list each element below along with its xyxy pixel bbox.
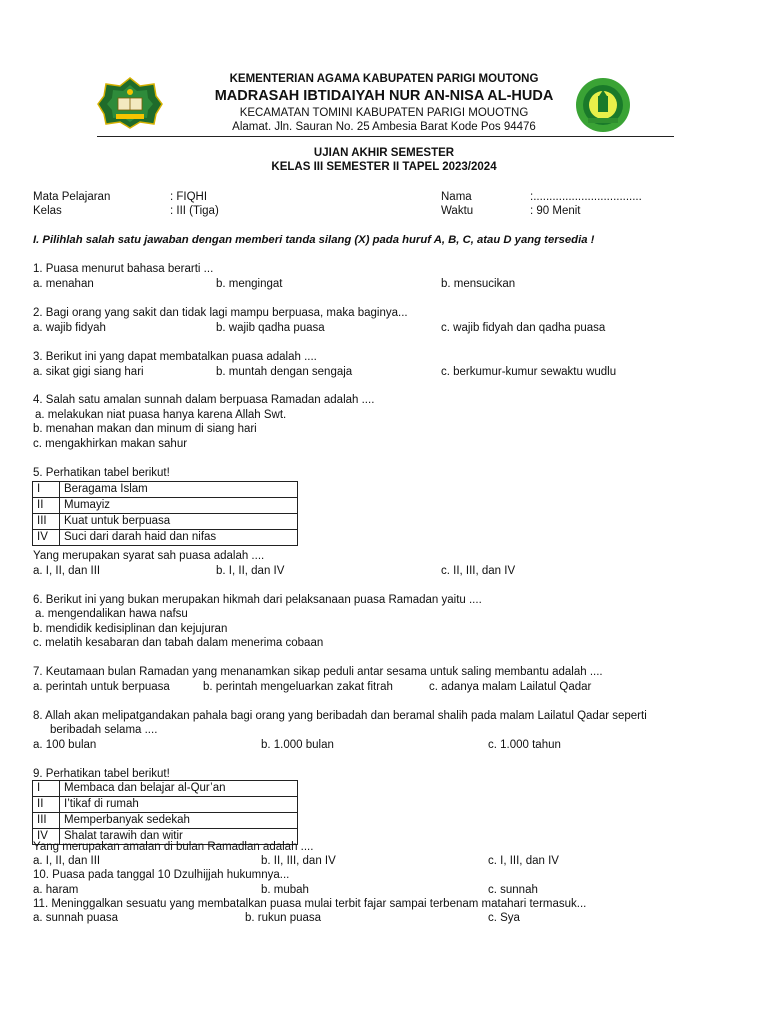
header-district: KECAMATAN TOMINI KABUPATEN PARIGI MOUOTNG bbox=[239, 107, 529, 119]
table-cell-text: Shalat tarawih dan witir bbox=[60, 829, 298, 845]
table-cell-text: Memperbanyak sedekah bbox=[60, 813, 298, 829]
table-cell-number: I bbox=[33, 781, 60, 797]
instruction: I. Pilihlah salah satu jawaban dengan memberi tanda silang (X) pada huruf A, B, C, atau D yang tersedia ! bbox=[33, 234, 595, 246]
table-cell-number: II bbox=[33, 797, 60, 813]
table-cell-number: II bbox=[33, 498, 60, 514]
option-1b[interactable]: b. mengingat bbox=[216, 278, 283, 290]
table-cell-text: Beragama Islam bbox=[60, 482, 298, 498]
subject-label: Mata Pelajaran bbox=[33, 191, 111, 203]
option-4a[interactable]: a. melakukan niat puasa hanya karena Allah Swt. bbox=[35, 409, 287, 421]
table-row bbox=[33, 498, 298, 514]
table-row bbox=[33, 482, 298, 498]
table-cell-text: Membaca dan belajar al-Qur’an bbox=[60, 781, 298, 797]
option-10b[interactable]: b. mubah bbox=[261, 884, 309, 896]
option-6c[interactable]: c. melatih kesabaran dan tabah dalam menerima cobaan bbox=[33, 637, 324, 649]
table-row bbox=[33, 781, 298, 797]
question-2: 2. Bagi orang yang sakit dan tidak lagi mampu berpuasa, maka baginya... bbox=[33, 307, 408, 319]
option-5c[interactable]: c. II, III, dan IV bbox=[441, 565, 516, 577]
header-address: Alamat. Jln. Sauran No. 25 Ambesia Barat Kode Pos 94476 bbox=[232, 121, 536, 133]
option-3a[interactable]: a. sikat gigi siang hari bbox=[33, 366, 144, 378]
option-1c[interactable]: b. mensucikan bbox=[441, 278, 516, 290]
option-3b[interactable]: b. muntah dengan sengaja bbox=[216, 366, 353, 378]
option-9a[interactable]: a. I, II, dan III bbox=[33, 855, 101, 867]
time-label: Waktu bbox=[441, 205, 474, 217]
option-8a[interactable]: a. 100 bulan bbox=[33, 739, 97, 751]
exam-subtitle: KELAS III SEMESTER II TAPEL 2023/2024 bbox=[271, 161, 497, 173]
option-11b[interactable]: b. rukun puasa bbox=[245, 912, 322, 924]
option-4b[interactable]: b. menahan makan dan minum di siang hari bbox=[33, 423, 257, 435]
name-label: Nama bbox=[441, 191, 472, 203]
table-row bbox=[33, 813, 298, 829]
question-1: 1. Puasa menurut bahasa berarti ... bbox=[33, 263, 214, 275]
question-10: 10. Puasa pada tanggal 10 Dzulhijjah hukumnya... bbox=[33, 869, 290, 881]
question-9-prompt: Yang merupakan amalan di bulan Ramadlan adalah .... bbox=[33, 841, 314, 853]
table-cell-number: IV bbox=[33, 829, 60, 845]
option-6b[interactable]: b. mendidik kedisiplinan dan kejujuran bbox=[33, 623, 228, 635]
question-8-cont: beribadah selama .... bbox=[50, 724, 158, 736]
option-11c[interactable]: c. Sya bbox=[488, 912, 520, 924]
question-4: 4. Salah satu amalan sunnah dalam berpuasa Ramadan adalah .... bbox=[33, 394, 375, 406]
table-cell-number: III bbox=[33, 514, 60, 530]
question-3: 3. Berikut ini yang dapat membatalkan puasa adalah .... bbox=[33, 351, 317, 363]
table-row bbox=[33, 797, 298, 813]
class-value: : III (Tiga) bbox=[170, 205, 219, 217]
header-ministry: KEMENTERIAN AGAMA KABUPATEN PARIGI MOUTONG bbox=[229, 73, 539, 85]
option-7c[interactable]: c. adanya malam Lailatul Qadar bbox=[429, 681, 592, 693]
option-8c[interactable]: c. 1.000 tahun bbox=[488, 739, 561, 751]
option-8b[interactable]: b. 1.000 bulan bbox=[261, 739, 334, 751]
table-cell-number: I bbox=[33, 482, 60, 498]
option-7b[interactable]: b. perintah mengeluarkan zakat fitrah bbox=[203, 681, 393, 693]
option-9b[interactable]: b. II, III, dan IV bbox=[261, 855, 336, 867]
question-7: 7. Keutamaan bulan Ramadan yang menanamkan sikap peduli antar sesama untuk saling membantu adalah .... bbox=[33, 666, 603, 678]
question-6: 6. Berikut ini yang bukan merupakan hikmah dari pelaksanaan puasa Ramadan yaitu .... bbox=[33, 594, 482, 606]
table-cell-text: Suci dari darah haid dan nifas bbox=[60, 530, 298, 546]
option-2c[interactable]: c. wajib fidyah dan qadha puasa bbox=[441, 322, 606, 334]
question-8: 8. Allah akan melipatgandakan pahala bagi orang yang beribadah dan beramal shalih pada malam Lailatul Qadar seperti bbox=[33, 710, 647, 722]
option-3c[interactable]: c. berkumur-kumur sewaktu wudlu bbox=[441, 366, 617, 378]
subject-value: : FIQHI bbox=[170, 191, 208, 203]
header-school-name: MADRASAH IBTIDAIYAH NUR AN-NISA AL-HUDA bbox=[214, 88, 554, 104]
option-9c[interactable]: c. I, III, dan IV bbox=[488, 855, 559, 867]
time-value: : 90 Menit bbox=[530, 205, 581, 217]
question-9-table bbox=[32, 780, 298, 845]
header-divider bbox=[97, 136, 674, 137]
table-cell-number: III bbox=[33, 813, 60, 829]
option-2b[interactable]: b. wajib qadha puasa bbox=[216, 322, 325, 334]
question-5-table bbox=[32, 481, 298, 546]
question-9: 9. Perhatikan tabel berikut! bbox=[33, 768, 170, 780]
table-row bbox=[33, 514, 298, 530]
class-label: Kelas bbox=[33, 205, 62, 217]
option-7a[interactable]: a. perintah untuk berpuasa bbox=[33, 681, 170, 693]
question-11: 11. Meninggalkan sesuatu yang membatalkan puasa mulai terbit fajar sampai terbenam matahari termasuk... bbox=[33, 898, 587, 910]
option-6a[interactable]: a. mengendalikan hawa nafsu bbox=[35, 608, 188, 620]
option-10c[interactable]: c. sunnah bbox=[488, 884, 538, 896]
option-2a[interactable]: a. wajib fidyah bbox=[33, 322, 106, 334]
option-4c[interactable]: c. mengakhirkan makan sahur bbox=[33, 438, 188, 450]
name-field[interactable]: :.................................. bbox=[530, 191, 642, 203]
option-10a[interactable]: a. haram bbox=[33, 884, 79, 896]
option-11a[interactable]: a. sunnah puasa bbox=[33, 912, 119, 924]
option-5b[interactable]: b. I, II, dan IV bbox=[216, 565, 285, 577]
table-cell-text: Kuat untuk berpuasa bbox=[60, 514, 298, 530]
question-5-prompt: Yang merupakan syarat sah puasa adalah .... bbox=[33, 550, 265, 562]
table-cell-text: I’tikaf di rumah bbox=[60, 797, 298, 813]
table-row bbox=[33, 530, 298, 546]
question-5: 5. Perhatikan tabel berikut! bbox=[33, 467, 170, 479]
table-cell-number: IV bbox=[33, 530, 60, 546]
option-1a[interactable]: a. menahan bbox=[33, 278, 94, 290]
exam-title: UJIAN AKHIR SEMESTER bbox=[313, 147, 455, 159]
option-5a[interactable]: a. I, II, dan III bbox=[33, 565, 101, 577]
table-cell-text: Mumayiz bbox=[60, 498, 298, 514]
